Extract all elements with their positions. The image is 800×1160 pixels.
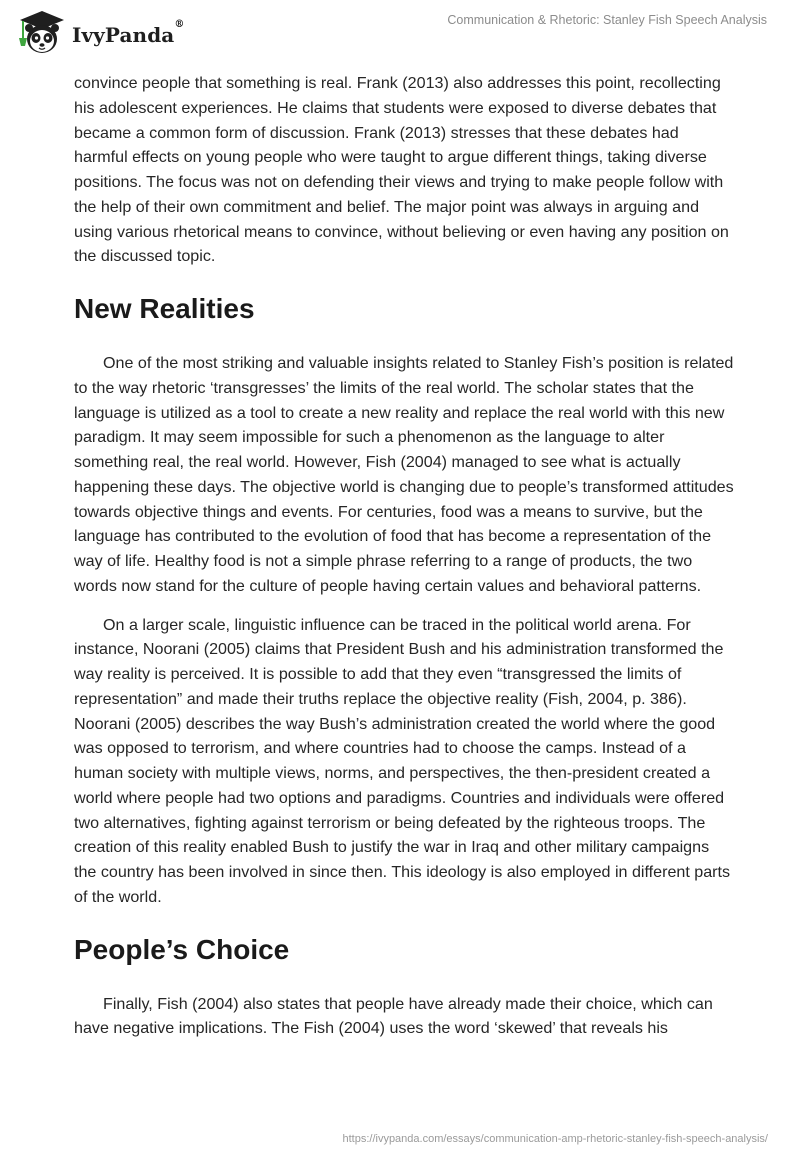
- continued-paragraph: convince people that something is real. Frank (2013) also addresses this point, recollecting his adolescent experiences. He claims that students were exposed to diverse debates that became a common form of discussion. Frank (2013) stresses that these debates had harmful effects on young people who were taught to argue different things, taking diverse positions. The focus was not on defending their views and trying to make people follow with the help of their own commitment and belief. The major point was always in arguing and using various rhetorical means to convince, without believing or even having any position on the discussed topic.: [74, 74, 729, 266]
- section-heading-peoples-choice: People’s Choice: [74, 933, 290, 965]
- paragraph: One of the most striking and valuable insights related to Stanley Fish’s position is related to the way rhetoric ‘transgresses’ the limits of the real world. The scholar states that the language is utilized as a tool to create a new reality and replace the real world with this new paradigm. It may seem impossible for such a phenomenon as the language to alter something real, the real world. However, Fish (2004) managed to see what is actually happening these days. The objective world is changing due to people’s transformed attitudes towards objective things and events. For centuries, food was a means to survive, but the language has contributed to the evolution of food that has become a representation of the way of life. Healthy food is not a simple phrase referring to a range of products, the two words now stand for the culture of people having certain values and behavioral patterns.: [74, 354, 734, 595]
- section-heading-new-realities: New Realities: [74, 293, 255, 324]
- brand-logo[interactable]: [14, 8, 184, 58]
- essay-content: [74, 71, 734, 1041]
- document-title: Communication & Rhetoric: Stanley Fish Speech Analysis: [447, 13, 767, 27]
- source-url[interactable]: https://ivypanda.com/essays/communication-amp-rhetoric-stanley-fish-speech-analysis/: [342, 1133, 768, 1145]
- paragraph: On a larger scale, linguistic influence can be traced in the political world arena. For instance, Noorani (2005) claims that President Bush and his administration transformed the way reality is perceived. It is possible to add that they even “transgressed the limits of representation” and made their truths replace the objective reality (Fish, 2004, p. 386). Noorani (2005) describes the way Bush’s administration created the world where the good was opposed to terrorism, and where countries had to choose the camps. Instead of a human society with multiple views, norms, and perspectives, the then-president created a world where people had two options and paradigms. Countries and individuals were offered two alternatives, fighting against terrorism or being defeated by the righteous troops. The creation of this reality enabled Bush to justify the war in Iraq and other military campaigns the country has been involved in since then. This ideology is also employed in different parts of the world.: [74, 615, 731, 906]
- brand-name: IvyPanda®: [72, 19, 185, 47]
- page-header: [0, 0, 800, 70]
- panda-graduate-icon: [14, 8, 70, 58]
- paragraph: Finally, Fish (2004) also states that people have already made their choice, which can have negative implications. The Fish (2004) uses the word ‘skewed’ that reveals his: [74, 994, 713, 1038]
